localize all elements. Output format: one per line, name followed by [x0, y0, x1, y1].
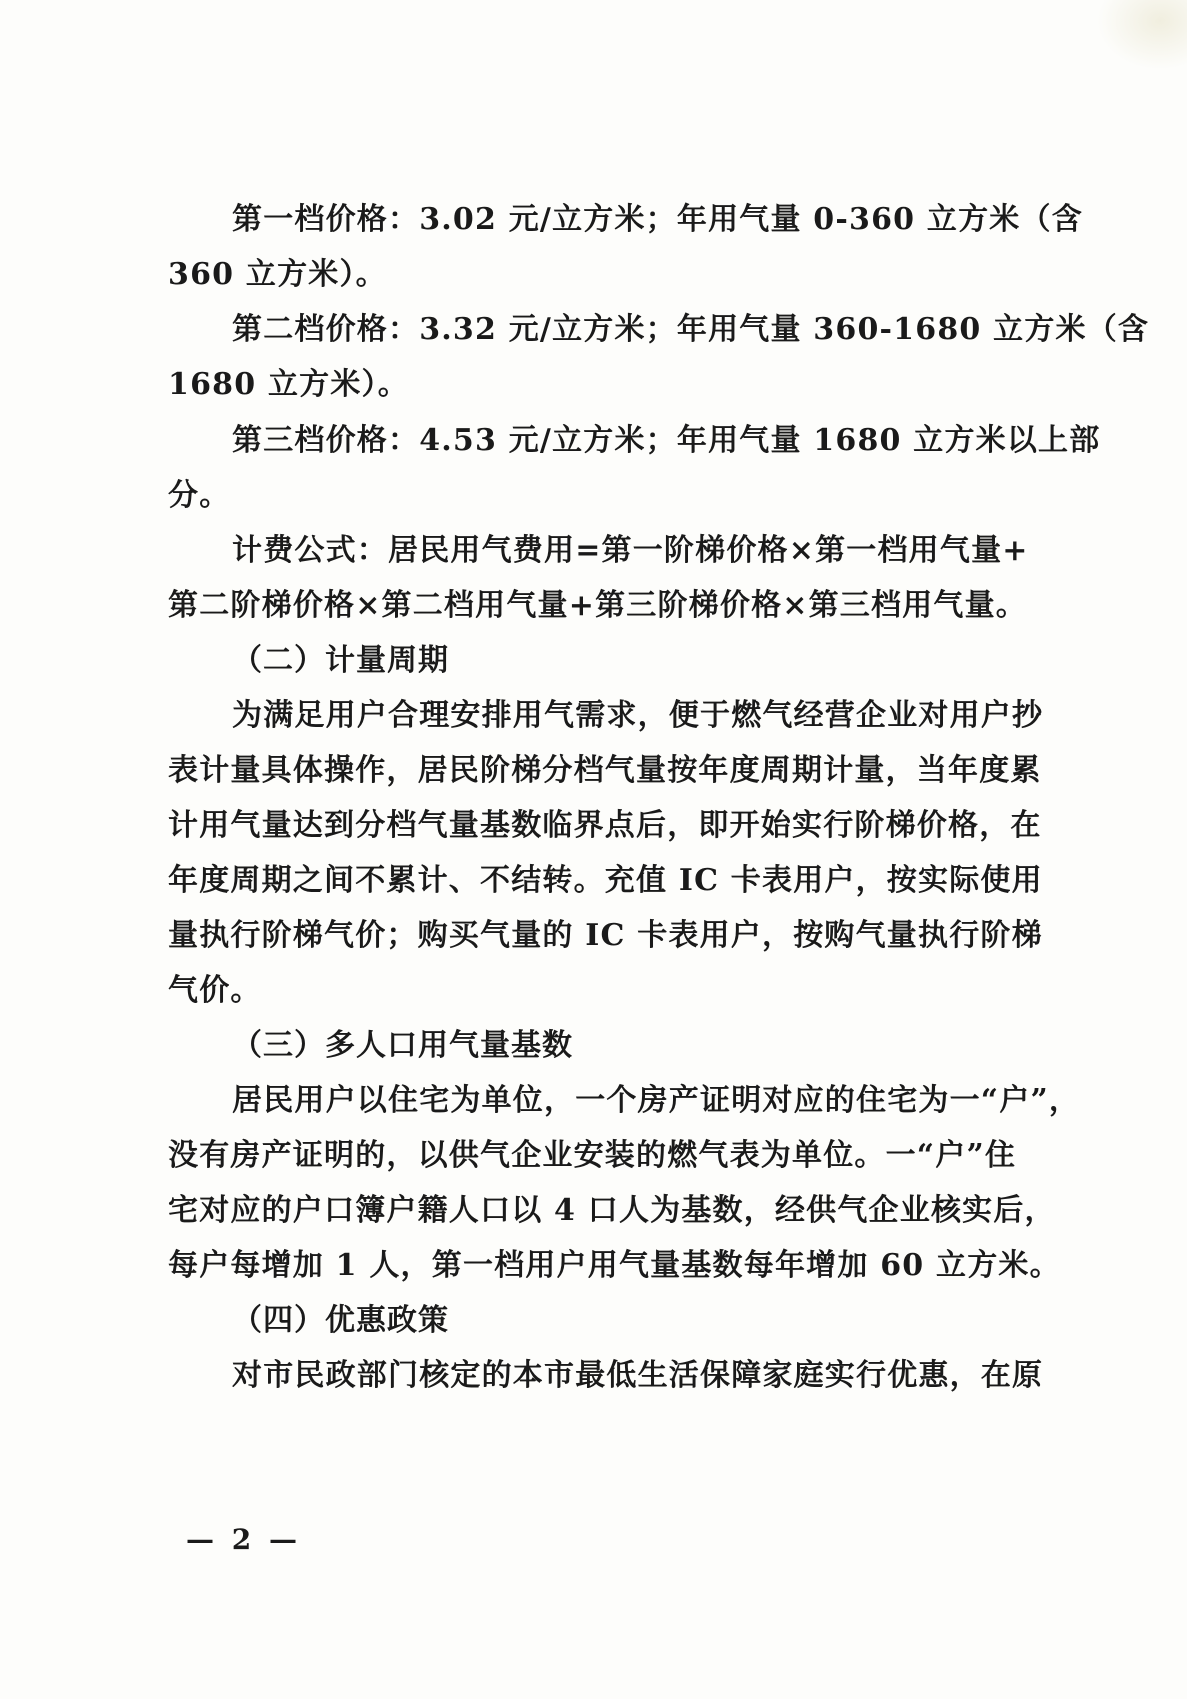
section2-line: 为满足用户合理安排用气需求，便于燃气经营企业对用户抄 [232, 698, 1044, 733]
section3-line: 没有房产证明的，以供气企业安装的燃气表为单位。一“户”住 [168, 1138, 1017, 1173]
section-heading-multi-person-base: （三）多人口用气量基数 [232, 1028, 573, 1063]
section2-line: 表计量具体操作，居民阶梯分档气量按年度周期计量，当年度累 [168, 753, 1042, 788]
section-heading-metering-period: （二）计量周期 [232, 643, 449, 678]
tier-3-price-line-1: 第三档价格：4.53 元/立方米；年用气量 1680 立方米以上部 [232, 423, 1101, 458]
section2-line: 计用气量达到分档气量基数临界点后，即开始实行阶梯价格，在 [168, 808, 1042, 843]
section2-line: 气价。 [168, 973, 262, 1008]
tier-2-price-line-2: 1680 立方米）。 [168, 367, 409, 402]
section2-line: 年度周期之间不累计、不结转。充值 IC 卡表用户，按实际使用 [168, 863, 1043, 898]
section4-line: 对市民政部门核定的本市最低生活保障家庭实行优惠，在原 [232, 1358, 1044, 1393]
tier-1-price-line-2: 360 立方米）。 [168, 257, 387, 292]
billing-formula-line-1: 计费公式：居民用气费用=第一阶梯价格×第一档用气量+ [232, 533, 1029, 568]
page-number: — 2 — [186, 1523, 301, 1556]
tier-3-price-line-2: 分。 [168, 478, 231, 513]
tier-1-price-line-1: 第一档价格：3.02 元/立方米；年用气量 0-360 立方米（含 [232, 202, 1083, 237]
paper-stain [1097, 0, 1187, 70]
section-heading-preferential-policy: （四）优惠政策 [232, 1303, 449, 1338]
section3-line: 宅对应的户口簿户籍人口以 4 口人为基数，经供气企业核实后， [168, 1193, 1056, 1228]
section2-line: 量执行阶梯气价；购买气量的 IC 卡表用户，按购气量执行阶梯 [168, 918, 1043, 953]
tier-2-price-line-1: 第二档价格：3.32 元/立方米；年用气量 360-1680 立方米（含 [232, 312, 1150, 347]
section3-line: 每户每增加 1 人，第一档用户用气量基数每年增加 60 立方米。 [168, 1248, 1061, 1283]
billing-formula-line-2: 第二阶梯价格×第二档用气量+第三阶梯价格×第三档用气量。 [168, 588, 1028, 623]
section3-line: 居民用户以住宅为单位，一个房产证明对应的住宅为一“户”， [232, 1083, 1081, 1118]
